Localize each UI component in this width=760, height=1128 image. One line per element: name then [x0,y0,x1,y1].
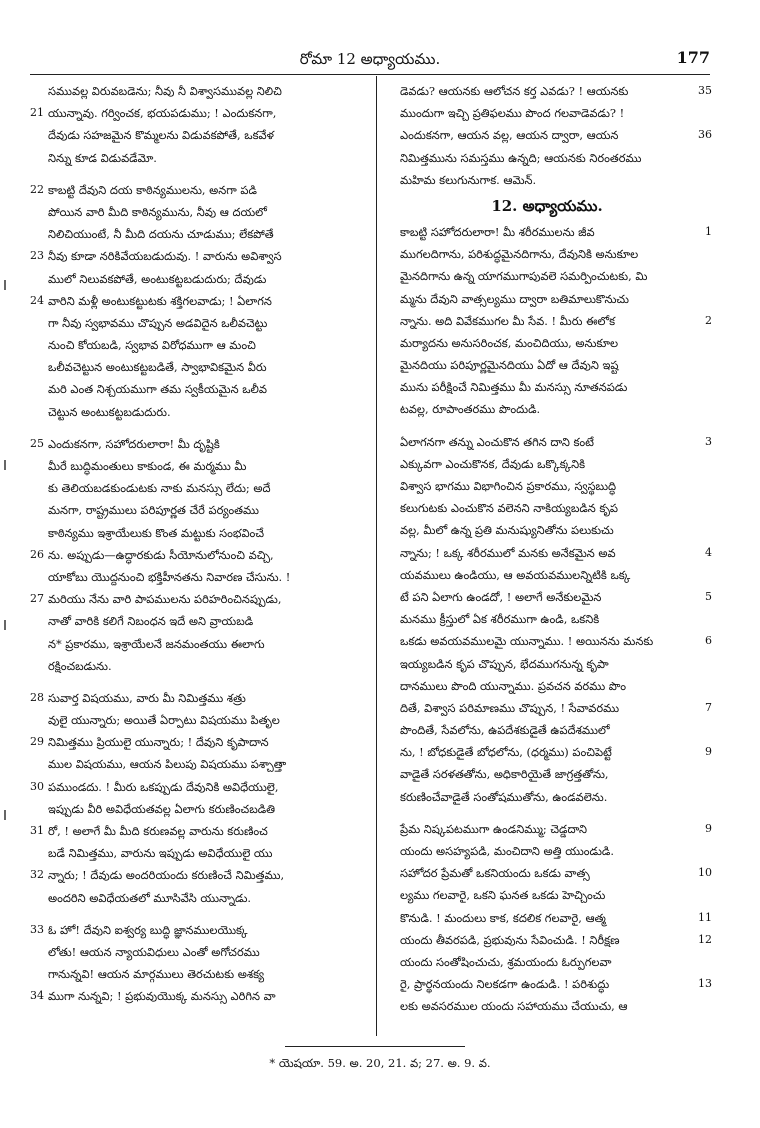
text-line [382,630,712,652]
text-line [30,544,360,566]
text-line [30,499,360,521]
text-line [382,929,712,951]
line-text: ముగా నున్నవి; ! ప్రభువుయొక్క మనస్సు ఎరిగిన వా [48,989,276,1004]
line-text: టవల్ల, రూపాంతరము పొందుడి. [400,402,541,417]
line-text: మర్యాదను అనుసరించక, మంచిదియు, అనుకూల [400,335,619,350]
line-text: రక్షించబడును. [48,658,112,673]
verse-number: 24 [30,293,44,307]
line-text: ఓ హో! దేవుని ఐశ్వర్య బుద్ధి జ్ఞానములయొక్క [48,922,248,937]
verse-number: 6 [705,634,712,648]
line-text: ఎందుకనగా, సహోదరులారా! మీ దృష్టికి [48,436,220,451]
verse-number: 5 [705,589,712,603]
line-text: రో, ! అలాగే మీ మీది కరుణవల్ల వారును కరుణించ [48,824,268,838]
line-text: పముండదు. ! మీరు ఒకప్పుడు దేవునికి అవిధేయులై, [48,779,279,794]
line-text: కు తెలియబడకుండుటకు నాకు మనస్సు లేదు; అదే [48,481,271,496]
text-line [30,356,360,378]
line-text: వారిని మళ్లీ అంటుకట్టుటకు శక్తిగలవాడు; ! ఏలాగన [48,293,272,308]
verse-number: 36 [698,128,712,142]
text-line [382,951,712,973]
line-text: ప్రేమ నిష్కపటముగా ఉండనిమ్ము; చెడ్డదాని [400,821,587,836]
left-column [30,80,360,1008]
text-line [30,963,360,985]
text-line [382,310,712,332]
text-line [30,433,360,455]
text-line [382,124,712,146]
line-text: మైనదియు పరిపూర్ణమైనదియు ఏదో ఆ దేవుని ఇష్ట [400,358,619,373]
page-title: రోమా 12 అధ్యాయము. [299,50,441,68]
verse-number: 34 [30,989,44,1003]
paragraph-gap [382,808,712,818]
line-text: నీవు కూడా నరికివేయబడుదువు. ! వారును అవిశ్వాస [48,249,282,264]
verse-number: 35 [698,84,712,97]
text-line [30,610,360,632]
text-line [382,169,712,191]
line-text: యందు సంతోషించుచు, శ్రమయందు ఓర్పుగలవా [400,954,612,969]
text-line [382,973,712,995]
verse-number: 26 [30,547,44,561]
line-text: ఇయ్యబడిన కృప చొప్పున, భేదముగనున్న కృపా [400,656,609,671]
text-line [382,608,712,630]
line-text: మరియు నేను వారి పాపములను పరిహరించినప్పుడు, [48,592,282,607]
text-line [382,653,712,675]
verse-number: 32 [30,868,44,882]
line-text: ఒలీవచెట్టున అంటుకట్టబడితే, స్వాభావికమైన వీరు [48,360,267,375]
text-line [382,862,712,884]
verse-number: 30 [30,779,44,793]
line-text: కలుగుటకు ఎంచుకొన వలెనని నాకియ్యబడిన కృప [400,501,619,516]
text-line [30,566,360,588]
line-text: బడే నిమిత్తము, వారును ఇప్పుడు అవిధేయులై యు [48,846,273,861]
text-line [30,124,360,146]
text-line [382,453,712,475]
line-text: మ్మను దేవుని వాత్సల్యము ద్వారా బతిమాలుకొనుచు [400,291,629,306]
line-text: గా నీవు స్వభావము చొప్పున అడవిదైన ఒలీవచెట్టు [48,315,268,330]
line-text: ముందుగా ఇచ్చి ప్రతిఫలము పొంద గలవాడెవడు? ! [400,106,625,121]
verse-number: 21 [30,106,44,120]
line-text: నిలిచియుంటే, నీ మీది దయను చూడుము; లేకపోతే [48,227,274,242]
text-line [30,633,360,655]
text-line [382,741,712,763]
text-line [382,354,712,376]
line-text: లకు అవసరముల యందు సహాయము చేయుచు, ఆ [400,999,628,1014]
page-number: 177 [676,48,710,67]
text-line [30,941,360,963]
text-line [382,497,712,519]
line-text: లోతు! ఆయన న్యాయవిధులు ఎంతో అగోచరము [48,944,260,959]
text-line [30,334,360,356]
line-text: మరి ఎంత నిశ్చయముగా తమ స్వకీయమైన ఒలీవ [48,382,267,397]
line-text: యాకోబు యొద్దనుంచి భక్తిహీనతను నివారణ చేసును. ! [48,569,291,584]
text-line [30,753,360,775]
text-line [382,243,712,265]
verse-number: 10 [698,866,712,880]
text-line [382,763,712,785]
text-line [382,519,712,541]
text-line [30,245,360,267]
verse-number: 9 [705,745,712,759]
text-line [382,818,712,840]
text-line [382,376,712,398]
text-line [382,786,712,808]
text-line [30,731,360,753]
text-line [382,840,712,862]
text-line [30,919,360,941]
line-text: నిమిత్తము ప్రియులై యున్నారు; ! దేవుని కృపాదాన [48,735,269,750]
text-line [30,588,360,610]
line-text: వల్ల, మీలో ఉన్న ప్రతి మనుష్యునితోను పలుకుచు [400,523,614,538]
line-text: దితే, విశ్వాస పరిమాణము చొప్పున, ! సేవావరము [400,700,620,715]
line-text: ముల విషయము, ఆయన పిలుపు విషయము పశ్చాత్తా [48,757,287,772]
text-line [30,522,360,544]
line-text: పొందితే, సేవలోను, ఉపదేశకుడైతే ఉపదేశములో [400,723,610,738]
text-line [382,288,712,310]
line-text: అందరిని అవిధేయతలో మూసివేసి యున్నాడు. [48,890,252,905]
verse-number: 33 [30,922,44,936]
line-text: ఏలాగనగా తన్ను ఎంచుకొన తగిన దాని కంటే [400,434,594,449]
paragraph-gap [30,423,360,433]
text-line [30,401,360,423]
text-line [382,147,712,169]
line-text: యున్నావు. గర్వించక, భయపడుము; ! ఎందుకనగా, [48,106,277,121]
line-text: మును పరీక్షించే నిమిత్తము మీ మనస్సు నూతనపడు [400,380,628,395]
text-line [30,223,360,245]
line-text: న* ప్రకారము, ఇశ్రాయేలనే జనమంతయు ఈలాగు [48,636,265,651]
verse-number: 27 [30,592,44,606]
line-text: నిమిత్తమును సమస్తము ఉన్నది; ఆయనకు నిరంతరము [400,150,642,165]
text-line [382,265,712,287]
line-text: ముగలదిగాను, పరిశుద్ధమైనదిగాను, దేవునికి అనుకూల [400,247,639,262]
text-line [382,697,712,719]
line-text: కరుణించేవాడైతే సంతోషముతోను, ఉండవలెను. [400,789,608,804]
text-line [382,332,712,354]
verse-number: 3 [705,434,712,448]
header-rule [30,74,710,75]
verse-number: 7 [705,700,712,714]
text-line [30,687,360,709]
line-text: గానున్నవి! ఆయన మార్గములు తెరచుటకు అశక్య [48,967,265,982]
line-text: ల్యము గలవారై, ఒకని ఘనత ఒకడు హెచ్చించు [400,888,606,903]
text-line [382,675,712,697]
line-text: డెవడు? ఆయనకు ఆలోచన కర్త ఎవడు? ! ఆయనకు [400,84,629,98]
text-line [382,221,712,243]
line-text: నిన్ను కూడ విడువడేమో. [48,150,157,165]
text-line [30,147,360,169]
text-line [30,776,360,798]
paragraph-gap [30,677,360,687]
text-line [30,655,360,677]
verse-number: 11 [698,910,712,924]
text-line [382,80,712,102]
text-line [382,719,712,741]
verse-number: 13 [698,977,712,991]
line-text: సహోదర ప్రేమతో ఒకనియందు ఒకడు వాత్స [400,866,590,881]
paragraph-gap [30,169,360,179]
text-line [30,842,360,864]
right-column [382,80,712,1018]
text-line [30,820,360,842]
line-text: సువార్త విషయము, వారు మీ నిమిత్తము శత్రు [48,690,246,705]
page-header [30,44,710,74]
text-line [382,884,712,906]
line-text: ఎక్కువగా ఎంచుకొనక, దేవుడు ఒక్కొక్కనికి [400,456,586,471]
line-text: న్నాను; ! ఒక్క శరీరములో మనకు అనేకమైన అవ [400,545,616,560]
text-line [30,268,360,290]
line-text: నుంచి కోయబడి, స్వభావ విరోధముగా ఆ మంచి [48,338,256,353]
text-line [30,80,360,102]
paragraph-gap [382,421,712,431]
text-line [30,477,360,499]
line-text: న్నారు; ! దేవుడు అందరియందు కరుణించే నిమిత్తము, [48,868,285,883]
verse-number: 1 [705,224,712,238]
line-text: కాఠిన్యము ఇశ్రాయేలుకు కొంత మట్టుకు సంభవించే [48,525,264,540]
line-text: మనగా, రాష్ట్రములు పరిపూర్ణత చేరే పర్యంతము [48,503,259,518]
footnote-rule [285,1046,465,1047]
text-line [30,290,360,312]
verse-number: 9 [705,821,712,835]
text-line [30,312,360,334]
line-text: వాడైతే సరళతతోను, అధికారియైతే జాగ్రత్తతోను, [400,767,609,782]
text-line [382,995,712,1017]
line-text: రై, ప్రార్థనయందు నిలకడగా ఉండుడి. ! పరిశుద్ధు [400,977,610,992]
verse-number: 2 [705,313,712,327]
text-line [30,709,360,731]
line-text: కాబట్టి సహోదరులారా! మీ శరీరములను జీవ [400,224,595,239]
line-text: వులై యున్నారు; అయితే ఏర్పాటు విషయము పితృల [48,713,280,728]
text-line [382,398,712,420]
text-line [30,179,360,201]
text-line [382,431,712,453]
text-line [382,102,712,124]
line-text: యందు తీవరపడి, ప్రభువును సేవించుడి. ! నిరీక్షణ [400,932,620,947]
line-text: ఎందుకనగా, ఆయన వల్ల, ఆయన ద్వారా, ఆయన [400,128,619,143]
text-line [30,887,360,909]
line-text: మీరే బుద్ధిమంతులు కాకుండ, ఈ మర్మము మీ [48,459,247,473]
line-text: విశ్వాస భాగము విభాగించిన ప్రకారము, స్వస్థబుద్ధి [400,479,617,493]
line-text: యవములు ఉండియు, ఆ అవయవములన్నిటికి ఒక్క [400,567,631,582]
verse-number: 12 [698,932,712,946]
text-line [30,455,360,477]
line-text: మహిమ కలుగునుగాక. ఆమెన్. [400,172,537,187]
line-text: కాబట్టి దేవుని దయ కాఠిన్యములను, అనగా పడి [48,182,257,197]
verse-number: 29 [30,735,44,749]
footnote: * యెషయా. 59. అ. 20, 21. వ; 27. అ. 9. వ. [269,1056,491,1070]
text-line [382,542,712,564]
line-text: మైనదిగాను ఉన్న యాగముగాపువలె సమర్పించుటకు, మి [400,269,648,284]
line-text: మనము క్రీస్తులో ఏక శరీరముగా ఉండి, ఒకనికి [400,612,600,627]
text-line [30,985,360,1007]
verse-number: 22 [30,182,44,196]
right-column-chapter-12 [382,221,712,1018]
line-text: ములో నిలువకపోతే, అంటుకట్టబడుదురు; దేవుడు [48,271,267,286]
line-text: న్నాను. అది వివేకముగల మీ సేవ. ! మీరు ఈలోక [400,313,616,328]
line-text: చెట్టున అంటుకట్టబడుదురు. [48,404,171,419]
line-text: దానములు పొంది యున్నాము. ప్రవచన వరము పొం [400,678,627,693]
verse-number: 28 [30,690,44,704]
column-divider [376,76,377,1036]
line-text: సమువల్ల విరువబడెను; నీవు నీ విశ్వాసమువల్ల నిలిచి [48,84,282,98]
text-line [30,378,360,400]
line-text: పోయిన వారి మీది కాఠిన్యమును, నీవు ఆ దయలో [48,204,267,219]
line-text: ను, ! బోధకుడైతే బోధలోను, (ధర్మము) పంచిపెట్టే [400,745,612,760]
line-text: ఒకడు అవయవములమై యున్నాము. ! అయినను మనకు [400,634,654,649]
text-line [382,907,712,929]
line-text: యందు అసహ్యపడి, మంచిదాని అత్తి యుండుడి. [400,844,614,858]
verse-number: 4 [705,545,712,559]
text-line [382,586,712,608]
paragraph-gap [30,909,360,919]
text-line [30,798,360,820]
line-text: దేవుడు సహజమైన కొమ్మలను విడువకపోతే, ఒకవేళ [48,128,274,143]
text-line [382,564,712,586]
verse-number: 25 [30,436,44,450]
verse-number: 31 [30,824,44,837]
scan-edge-marks [2,200,12,900]
line-text: నాతో వారికి కలిగే నిబంధన ఇదే అని వ్రాయబడి [48,614,254,629]
text-line [30,201,360,223]
line-text: ను. అప్పుడు—ఉద్ధారకుడు సీయోనులోనుంచి వచ్చి, [48,547,274,562]
line-text: ఇప్పుడు వీరి అవిధేయతవల్ల ఏలాగు కరుణించబడితి [48,801,276,816]
line-text: టే పని ఏలాగు ఉండదో, ! అలాగే అనేకులమైన [400,589,602,604]
line-text: కొనుడి. ! మందులు కాక, కదలిక గలవారై, ఆత్మ [400,910,606,925]
chapter-heading: 12. అధ్యాయము. [491,196,603,215]
text-line [30,864,360,886]
right-column-continuation [382,80,712,191]
verse-number: 23 [30,249,44,263]
text-line [30,102,360,124]
text-line [382,475,712,497]
